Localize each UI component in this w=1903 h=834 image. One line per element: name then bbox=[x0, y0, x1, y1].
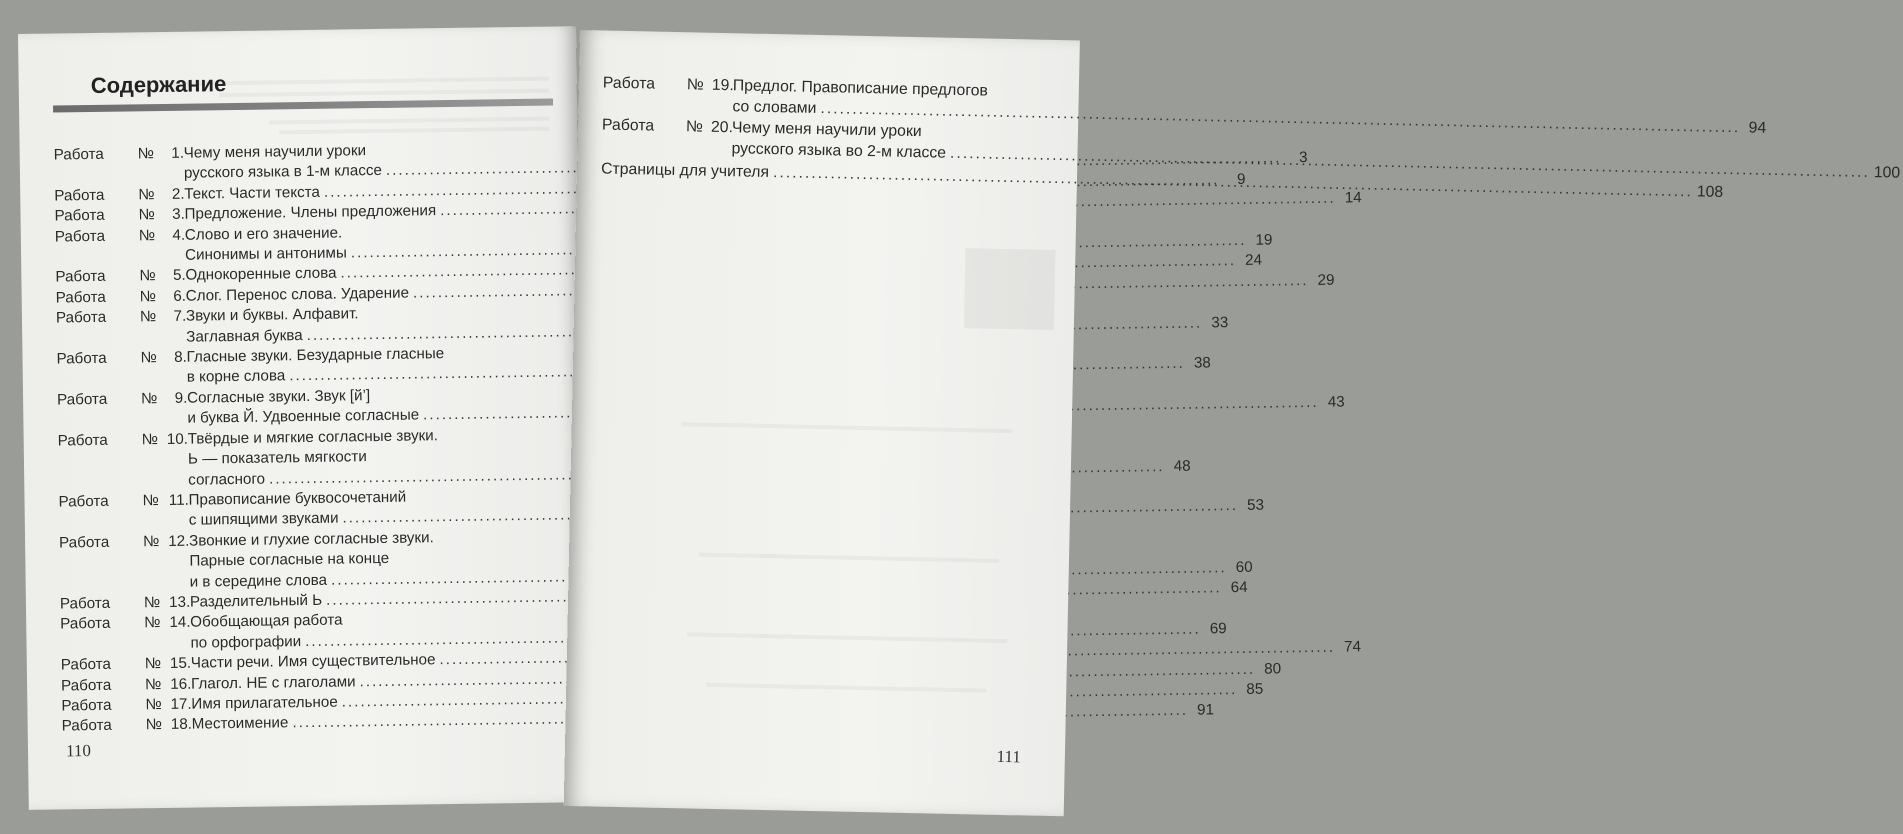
entry-number: 10. bbox=[166, 430, 189, 448]
entry-title: Разделительный Ь bbox=[189, 591, 323, 611]
entry-page-number: 29 bbox=[1317, 271, 1335, 289]
entry-word: Работа bbox=[57, 431, 108, 450]
entry-number: 15. bbox=[169, 654, 192, 673]
entry-word: Работа bbox=[55, 309, 107, 327]
entry-number-sign: № bbox=[145, 716, 163, 734]
entry-number-sign: № bbox=[140, 389, 158, 408]
entry-label bbox=[58, 491, 188, 513]
entry-label bbox=[54, 205, 184, 227]
entry-label bbox=[54, 185, 184, 207]
entry-label bbox=[62, 715, 192, 737]
entry-number-sign: № bbox=[142, 491, 159, 510]
entry-title: Звонкие и глухие согласные звуки. bbox=[188, 528, 434, 550]
entry-page-number: 9 bbox=[1236, 170, 1246, 188]
entry-number: 13. bbox=[169, 593, 191, 611]
entry-word: Работа bbox=[60, 615, 111, 633]
entry-title: Твёрдые и мягкие согласные звуки. bbox=[187, 426, 439, 448]
entry-title: по орфографии bbox=[190, 632, 302, 652]
entry-title: Слово и его значение. bbox=[184, 224, 343, 244]
entry-label bbox=[58, 429, 188, 451]
entry-number: 6. bbox=[173, 287, 187, 305]
entry-number: 19. bbox=[711, 76, 734, 95]
entry-page-number: 64 bbox=[1230, 578, 1248, 597]
entry-word: Работа bbox=[55, 268, 106, 286]
entry-number: 12. bbox=[168, 532, 190, 550]
entry-word: Работа bbox=[60, 676, 112, 695]
entry-page-number: 38 bbox=[1193, 354, 1211, 373]
entry-page-number: 33 bbox=[1211, 313, 1229, 332]
entry-number-sign: № bbox=[686, 76, 705, 94]
page-title: Содержание bbox=[90, 71, 227, 98]
entry-word: Работа bbox=[54, 227, 106, 246]
entry-label bbox=[59, 531, 189, 553]
entry-number: 14. bbox=[169, 613, 191, 632]
entry-title: Местоимение bbox=[191, 714, 289, 734]
entry-page-number: 100 bbox=[1873, 164, 1901, 182]
entry-word: Работа bbox=[58, 533, 110, 552]
entry-label bbox=[61, 674, 191, 696]
page-number-right: 111 bbox=[996, 746, 1022, 767]
entry-number-sign: № bbox=[685, 118, 704, 136]
entry-page-number: 14 bbox=[1344, 189, 1362, 207]
entry-title: Чему меня научили уроки bbox=[183, 142, 367, 162]
entry-number-sign: № bbox=[142, 532, 160, 551]
toc-entry bbox=[56, 384, 1345, 432]
entry-number: 3. bbox=[172, 205, 185, 224]
entry-label bbox=[56, 348, 186, 370]
entry-page-number: 48 bbox=[1173, 457, 1191, 475]
entry-number: 7. bbox=[173, 307, 187, 326]
entry-number-sign: № bbox=[138, 206, 155, 224]
entry-word: Работа bbox=[59, 594, 111, 613]
entry-title: Ь — показатель мягкости bbox=[187, 448, 367, 468]
entry-title: с шипящими звуками bbox=[188, 509, 339, 529]
entry-page-number: 74 bbox=[1343, 638, 1362, 656]
entry-number: 2. bbox=[171, 185, 185, 203]
entry-number-sign: № bbox=[139, 308, 157, 326]
teacher-pages-page-number: 108 bbox=[1696, 183, 1724, 201]
entry-title: Однокоренные слова bbox=[185, 265, 337, 285]
entry-word: Работа bbox=[602, 74, 656, 93]
entry-title: Правописание буквосочетаний bbox=[188, 488, 407, 509]
entry-label bbox=[60, 593, 190, 615]
entry-number: 1. bbox=[171, 144, 185, 162]
entry-number-sign: № bbox=[144, 614, 161, 632]
entry-page-number: 19 bbox=[1255, 231, 1273, 249]
entry-number: 4. bbox=[172, 226, 186, 244]
entry-label bbox=[57, 389, 187, 411]
entry-title: Звуки и буквы. Алфавит. bbox=[185, 305, 359, 325]
entry-title: в корне слова bbox=[186, 367, 286, 387]
entry-title: Текст. Части текста bbox=[184, 183, 321, 203]
entry-number-sign: № bbox=[139, 287, 157, 306]
entry-label bbox=[56, 287, 186, 309]
entry-word: Работа bbox=[55, 288, 106, 307]
entry-title: Глагол. НЕ с глаголами bbox=[190, 672, 356, 693]
entry-number-sign: № bbox=[143, 594, 161, 612]
teacher-pages-title: Страницы для учителя bbox=[600, 160, 770, 181]
entry-word: Работа bbox=[56, 390, 108, 409]
entry-label bbox=[60, 613, 190, 635]
toc-entry bbox=[58, 486, 1265, 534]
entry-number: 9. bbox=[174, 389, 188, 407]
entry-label bbox=[61, 654, 191, 676]
entry-page-number: 85 bbox=[1246, 680, 1264, 698]
toc-entry bbox=[55, 302, 1229, 350]
entry-label bbox=[54, 144, 184, 166]
entry-number-sign: № bbox=[138, 226, 156, 244]
entry-number-sign: № bbox=[137, 145, 155, 163]
entry-page-number: 80 bbox=[1264, 659, 1282, 678]
entry-word: Работа bbox=[53, 145, 104, 164]
entry-label bbox=[55, 266, 185, 288]
entry-page-number: 94 bbox=[1748, 119, 1767, 137]
page-number-left: 110 bbox=[65, 741, 92, 761]
entry-page-number: 24 bbox=[1244, 252, 1263, 270]
entry-title: Предложение. Члены предложения bbox=[184, 202, 437, 223]
entry-title: и в середине слова bbox=[189, 571, 328, 591]
entry-number: 16. bbox=[170, 675, 192, 693]
entry-label bbox=[61, 695, 191, 717]
entry-number-sign: № bbox=[144, 655, 162, 673]
entry-page-number: 43 bbox=[1327, 393, 1345, 412]
entry-label bbox=[602, 114, 732, 138]
entry-word: Работа bbox=[56, 349, 107, 368]
toc-entry bbox=[56, 343, 1211, 391]
entry-number: 18. bbox=[170, 716, 193, 734]
entry-label bbox=[56, 307, 186, 329]
entry-title: Предлог. Правописание предлогов bbox=[732, 77, 989, 100]
entry-label bbox=[603, 72, 733, 96]
entry-title: Части речи. Имя существительное bbox=[190, 651, 436, 672]
entry-number: 17. bbox=[170, 695, 192, 713]
entry-number: 8. bbox=[174, 348, 187, 366]
entry-title: русского языка в 1-м классе bbox=[183, 162, 383, 183]
entry-number-sign: № bbox=[145, 696, 162, 714]
entry-label bbox=[55, 225, 185, 247]
entry-title: Согласные звуки. Звук [й’] bbox=[186, 386, 371, 407]
entry-page-number: 53 bbox=[1247, 496, 1265, 515]
entry-word: Работа bbox=[54, 186, 105, 205]
entry-title: Чему меня научили уроки bbox=[731, 119, 922, 141]
entry-word: Работа bbox=[61, 717, 112, 735]
entry-word: Работа bbox=[601, 116, 655, 135]
entry-page-number: 60 bbox=[1235, 558, 1253, 576]
entry-title: русского языка во 2-м классе bbox=[731, 140, 947, 162]
entry-page-number: 3 bbox=[1298, 149, 1308, 167]
entry-word: Работа bbox=[54, 207, 105, 225]
entry-title: Гласные звуки. Безударные гласные bbox=[186, 345, 445, 366]
entry-word: Работа bbox=[61, 696, 112, 715]
entry-title: Имя прилагательное bbox=[191, 693, 338, 713]
entry-number: 5. bbox=[172, 267, 186, 285]
entry-word: Работа bbox=[58, 492, 109, 511]
toc-entry bbox=[60, 608, 1227, 656]
entry-title: Обобщающая работа bbox=[190, 611, 343, 631]
entry-number-sign: № bbox=[141, 430, 159, 448]
toc-entry bbox=[57, 424, 1191, 492]
entry-number-sign: № bbox=[138, 185, 155, 204]
entry-number: 20. bbox=[710, 118, 734, 137]
entry-number: 11. bbox=[168, 491, 189, 509]
entry-title: согласного bbox=[188, 470, 266, 489]
entry-title: со словами bbox=[732, 98, 817, 117]
entry-title: Заглавная буква bbox=[186, 326, 303, 346]
entry-title: Парные согласные на конце bbox=[189, 549, 390, 570]
entry-number-sign: № bbox=[140, 349, 157, 367]
entry-page-number: 91 bbox=[1196, 701, 1215, 719]
entry-title: Слог. Перенос слова. Ударение bbox=[185, 284, 410, 305]
entry-title: Синонимы и антонимы bbox=[184, 244, 347, 264]
title-underline-bar bbox=[53, 99, 553, 113]
entry-word: Работа bbox=[60, 655, 112, 674]
entry-title: и буква Й. Удвоенные согласные bbox=[187, 406, 420, 427]
entry-number-sign: № bbox=[144, 675, 162, 693]
entry-page-number: 69 bbox=[1209, 619, 1227, 638]
entry-number-sign: № bbox=[139, 267, 156, 285]
